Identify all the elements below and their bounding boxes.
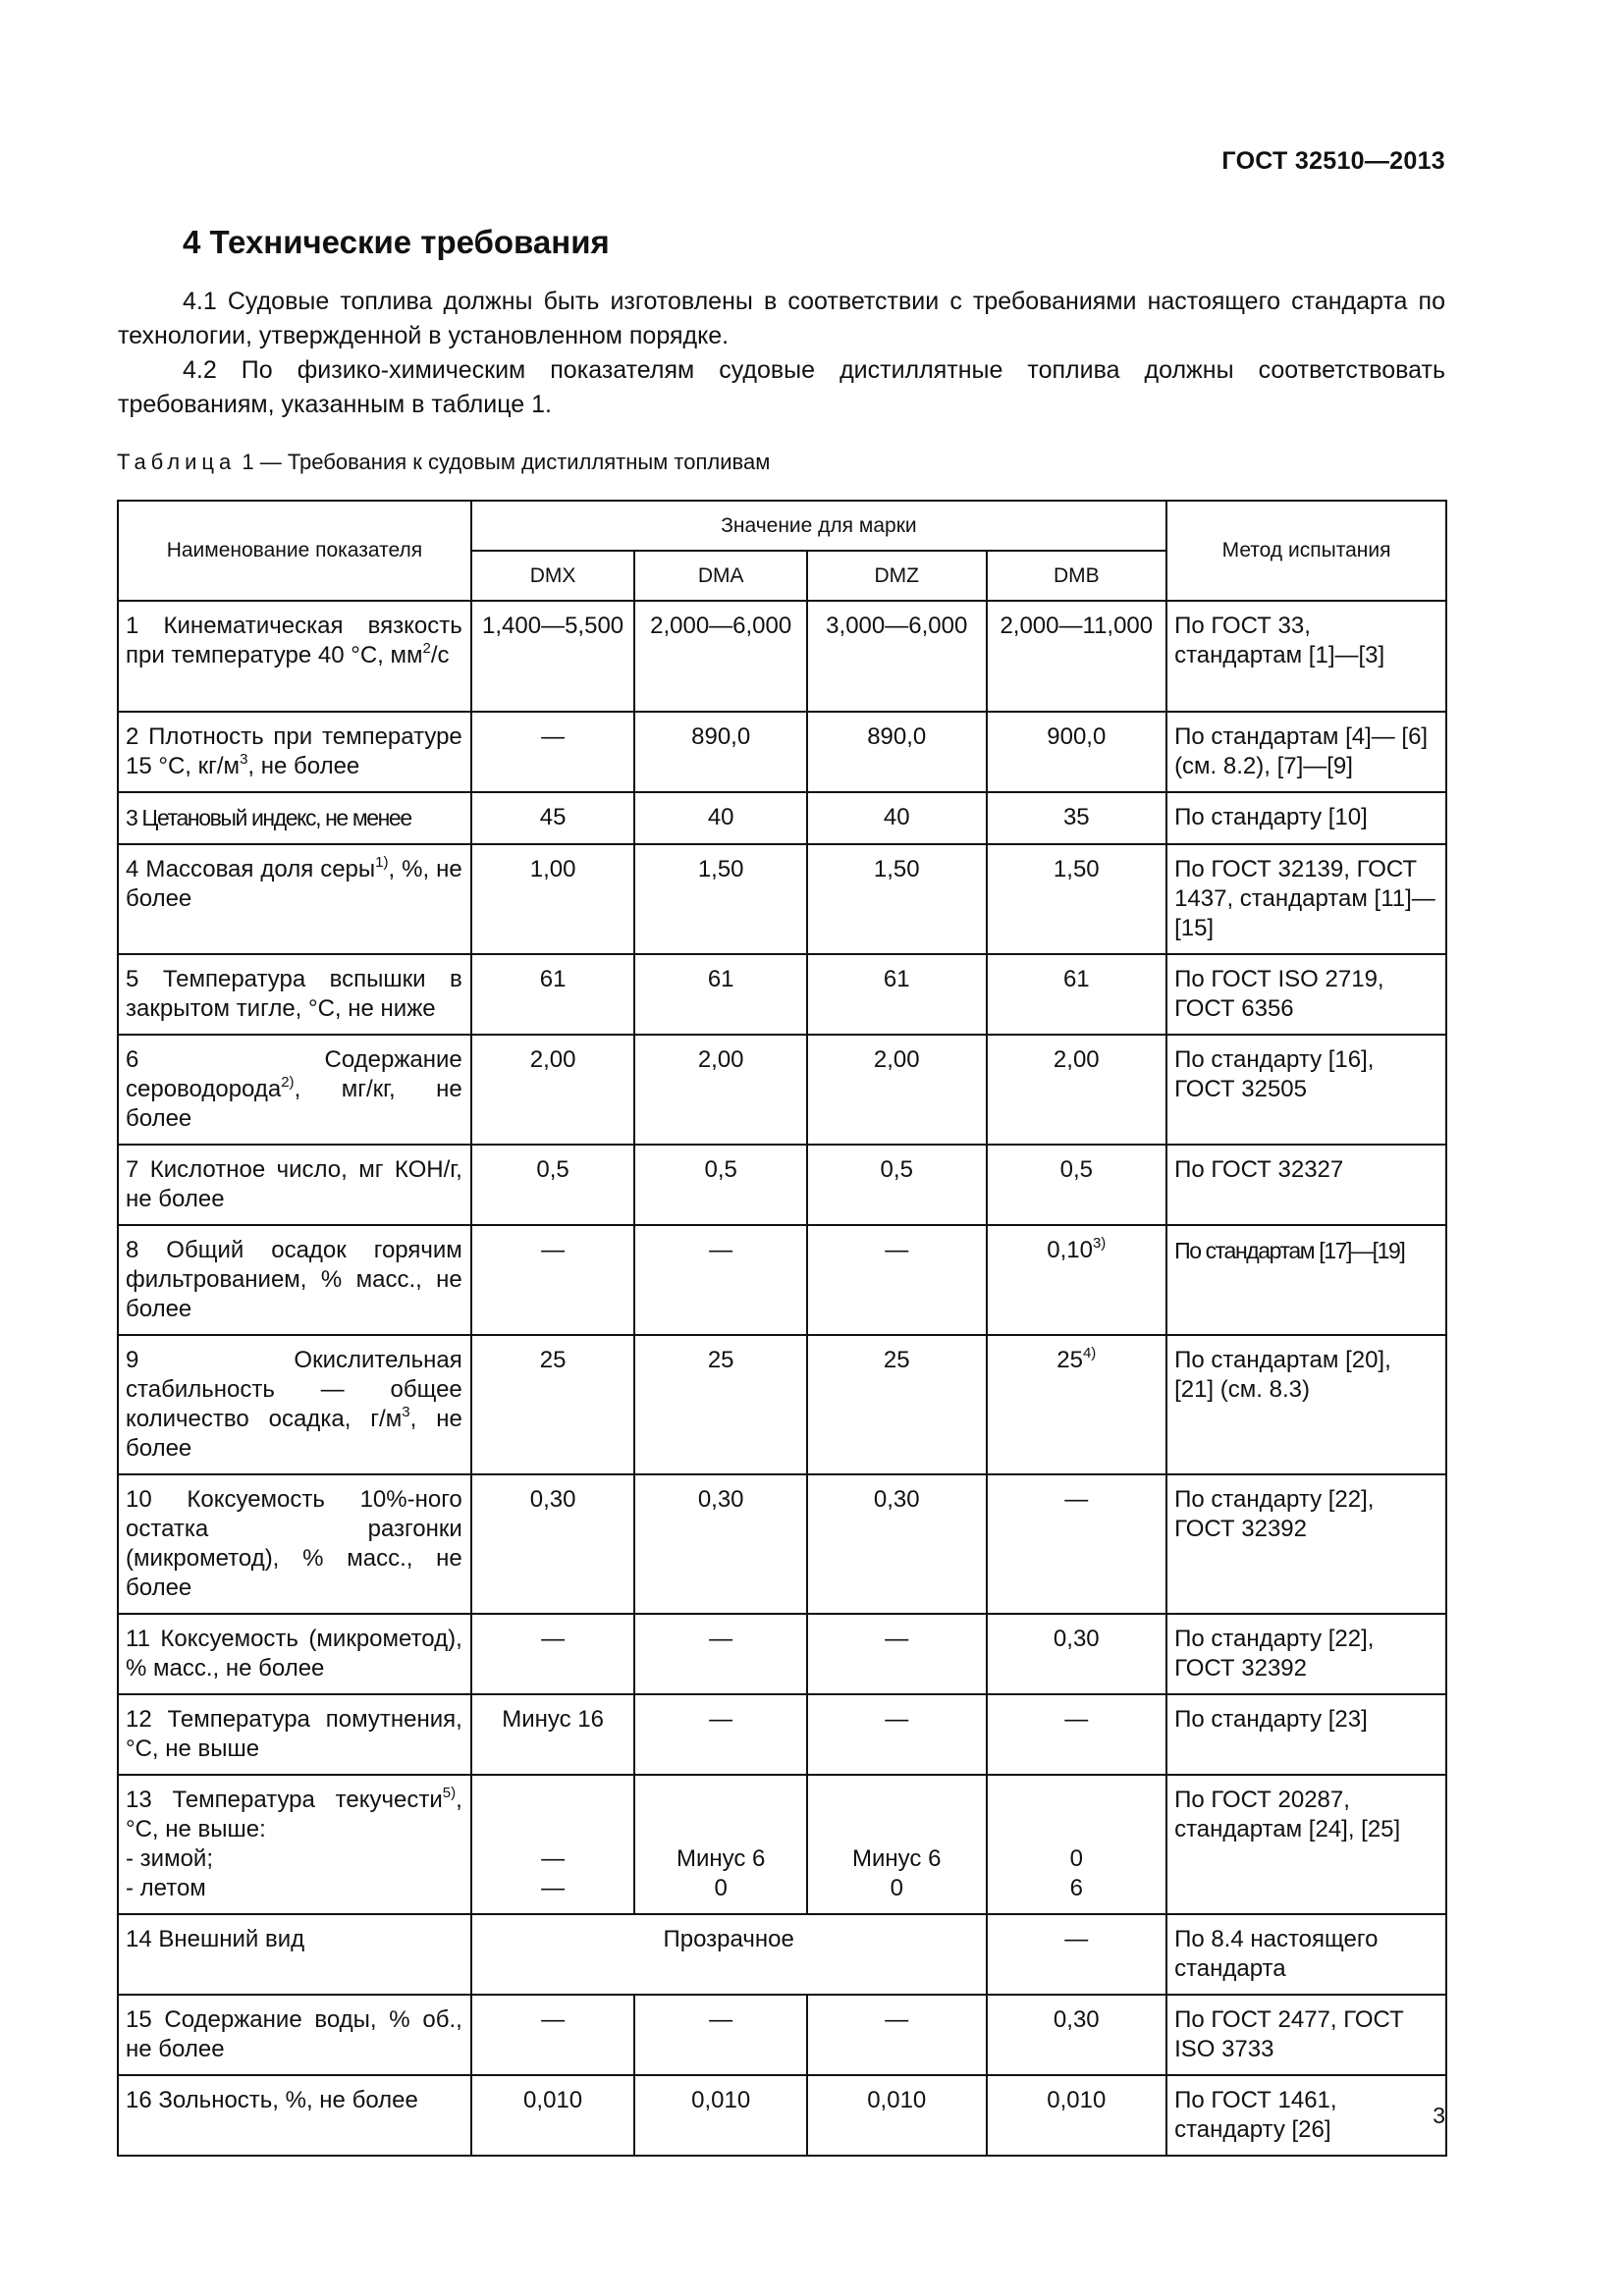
- value-cell: —: [807, 1614, 987, 1694]
- method-cell: По ГОСТ 1461, стандарту [26]: [1166, 2075, 1446, 2156]
- col-header-grade: DMZ: [807, 551, 987, 601]
- value-cell: Минус 6 0: [807, 1775, 987, 1914]
- method-cell: По стандартам [17]—[19]: [1166, 1225, 1446, 1335]
- value-cell: Минус 6 0: [634, 1775, 807, 1914]
- value-cell: —: [471, 1225, 635, 1335]
- paragraph-4-2: 4.2 По физико-химическим показателям судовые дистиллятные топлива должны соответствовать требованиям, указанным в таблице 1.: [118, 356, 1445, 418]
- table-header-row: [118, 501, 1446, 551]
- param-name: 11 Коксуемость (микрометод), % масс., не более: [118, 1614, 471, 1694]
- param-name: 6 Содержание сероводорода$^{2)}$, мг/кг, не более: [118, 1035, 471, 1145]
- value-cell: 0,010: [807, 2075, 987, 2156]
- param-name: 7 Кислотное число, мг КОН/г, не более: [118, 1145, 471, 1225]
- col-header-name: Наименование показателя: [118, 501, 471, 601]
- value-cell: —: [634, 1614, 807, 1694]
- value-cell: 0,5: [807, 1145, 987, 1225]
- col-header-grade: DMB: [987, 551, 1167, 601]
- value-cell: 890,0: [634, 712, 807, 792]
- value-cell: 40: [634, 792, 807, 844]
- param-name: 1 Кинематическая вязкость при температуре 40 °С, $мм^2/с$: [118, 601, 471, 712]
- value-cell: 61: [471, 954, 635, 1035]
- value-cell: —: [807, 1995, 987, 2075]
- value-cell: 61: [807, 954, 987, 1035]
- value-cell: 0,010: [987, 2075, 1167, 2156]
- value-cell: 2,000—6,000: [634, 601, 807, 712]
- param-name: 8 Общий осадок горячим фильтрованием, % масс., не более: [118, 1225, 471, 1335]
- value-cell: 35: [987, 792, 1167, 844]
- value-cell: —: [634, 1225, 807, 1335]
- table-row: [118, 1995, 1446, 2075]
- value-cell-merged: Прозрачное: [471, 1914, 987, 1995]
- method-cell: По стандарту [23]: [1166, 1694, 1446, 1775]
- section-title: 4 Технические требования: [183, 224, 610, 260]
- value-cell: —: [634, 1995, 807, 2075]
- value-cell: 1,400—5,500: [471, 601, 635, 712]
- value-cell: Минус 16: [471, 1694, 635, 1775]
- value-cell: 3,000—6,000: [807, 601, 987, 712]
- value-cell: 2,00: [471, 1035, 635, 1145]
- method-cell: По стандарту [16], ГОСТ 32505: [1166, 1035, 1446, 1145]
- value-cell: 2,00: [807, 1035, 987, 1145]
- method-cell: По стандарту [22], ГОСТ 32392: [1166, 1614, 1446, 1694]
- table-row: [118, 1474, 1446, 1614]
- method-cell: По 8.4 настоящего стандарта: [1166, 1914, 1446, 1995]
- value-cell: 25: [471, 1335, 635, 1474]
- value-cell: 2,00: [987, 1035, 1167, 1145]
- value-cell: —: [634, 1694, 807, 1775]
- method-cell: По стандартам [4]— [6] (см. 8.2), [7]—[9]: [1166, 712, 1446, 792]
- param-name: 3 Цетановый индекс, не менее: [118, 792, 471, 844]
- param-name: 15 Содержание воды, % об., не более: [118, 1995, 471, 2075]
- method-cell: По стандартам [20], [21] (см. 8.3): [1166, 1335, 1446, 1474]
- value-cell: —: [987, 1474, 1167, 1614]
- value-cell: 0,30: [987, 1614, 1167, 1694]
- season-summer-label: - летом: [126, 1875, 206, 1901]
- table-row: [118, 954, 1446, 1035]
- table-row: [118, 1614, 1446, 1694]
- value-cell: 25$^{4)}$: [987, 1335, 1167, 1474]
- value-cell: 890,0: [807, 712, 987, 792]
- method-cell: По ГОСТ 33, стандартам [1]—[3]: [1166, 601, 1446, 712]
- standard-id: ГОСТ 32510—2013: [1221, 147, 1445, 175]
- table-row: [118, 792, 1446, 844]
- table-row: [118, 1335, 1446, 1474]
- value-cell: 0,010: [634, 2075, 807, 2156]
- value-cell: 0,010: [471, 2075, 635, 2156]
- value-cell: —: [807, 1225, 987, 1335]
- season-winter-label: - зимой;: [126, 1845, 213, 1872]
- value-cell: —: [471, 712, 635, 792]
- table-row: [118, 601, 1446, 712]
- table-row: [118, 1775, 1446, 1914]
- param-name: 9 Окислительная стабильность — общее количество осадка, $г/м^3$, не более: [118, 1335, 471, 1474]
- table-row: [118, 844, 1446, 954]
- table-row: [118, 1914, 1446, 1995]
- value-cell: —: [807, 1694, 987, 1775]
- param-name: 4 Массовая доля серы$^{1)}$, %, не более: [118, 844, 471, 954]
- param-name: 16 Зольность, %, не более: [118, 2075, 471, 2156]
- table-row: [118, 1694, 1446, 1775]
- method-cell: По ГОСТ 2477, ГОСТ ISO 3733: [1166, 1995, 1446, 2075]
- value-cell: 2,00: [634, 1035, 807, 1145]
- method-cell: По стандарту [10]: [1166, 792, 1446, 844]
- value-cell: 61: [634, 954, 807, 1035]
- requirements-table: [117, 500, 1447, 2157]
- col-header-method: Метод испытания: [1166, 501, 1446, 601]
- table-caption-label: Таблица: [117, 450, 237, 474]
- value-cell: 0,5: [471, 1145, 635, 1225]
- col-header-grade: DMA: [634, 551, 807, 601]
- value-cell: 1,50: [807, 844, 987, 954]
- value-cell: 61: [987, 954, 1167, 1035]
- param-name: 10 Коксуемость 10%-ного остатка разгонки (микрометод), % масс., не более: [118, 1474, 471, 1614]
- value-cell: 45: [471, 792, 635, 844]
- method-cell: По ГОСТ 20287, стандартам [24], [25]: [1166, 1775, 1446, 1914]
- param-name: 12 Температура помутнения, °С, не выше: [118, 1694, 471, 1775]
- table-caption: [117, 450, 770, 475]
- value-cell: —: [471, 1995, 635, 2075]
- value-cell: 0,5: [987, 1145, 1167, 1225]
- value-cell: —: [987, 1694, 1167, 1775]
- value-cell: 1,00: [471, 844, 635, 954]
- value-cell: 0,10$^{3)}$: [987, 1225, 1167, 1335]
- table-row: [118, 1035, 1446, 1145]
- param-name: 2 Плотность при температуре 15 °С, $кг/м^3$, не более: [118, 712, 471, 792]
- value-cell: 40: [807, 792, 987, 844]
- method-cell: По ГОСТ ISO 2719, ГОСТ 6356: [1166, 954, 1446, 1035]
- section-body: [118, 285, 1445, 422]
- method-cell: По ГОСТ 32139, ГОСТ 1437, стандартам [11]—[15]: [1166, 844, 1446, 954]
- value-cell: 0,30: [807, 1474, 987, 1614]
- table-row: [118, 712, 1446, 792]
- value-cell: 0,30: [987, 1995, 1167, 2075]
- param-name: 14 Внешний вид: [118, 1914, 471, 1995]
- table-caption-text: 1 — Требования к судовым дистиллятным топливам: [242, 450, 771, 474]
- value-cell: 1,50: [634, 844, 807, 954]
- value-cell: 25: [807, 1335, 987, 1474]
- value-cell: 25: [634, 1335, 807, 1474]
- paragraph-4-1: 4.1 Судовые топлива должны быть изготовлены в соответствии с требованиями настоящего стандарта по технологии, утвержденной в установленном порядке.: [118, 288, 1445, 349]
- param-name: 5 Температура вспышки в закрытом тигле, °С, не ниже: [118, 954, 471, 1035]
- value-cell: —: [471, 1614, 635, 1694]
- table-row: [118, 2075, 1446, 2156]
- table-row: [118, 1225, 1446, 1335]
- table-row: [118, 1145, 1446, 1225]
- value-cell: 0,30: [634, 1474, 807, 1614]
- value-cell: 2,000—11,000: [987, 601, 1167, 712]
- value-cell: 0 6: [987, 1775, 1167, 1914]
- value-cell: 0,5: [634, 1145, 807, 1225]
- param-name: 13 Температура текучести$^{5)}$, °С, не выше: - зимой; - летом: [118, 1775, 471, 1914]
- value-cell: 900,0: [987, 712, 1167, 792]
- value-cell: — —: [471, 1775, 635, 1914]
- method-cell: По стандарту [22], ГОСТ 32392: [1166, 1474, 1446, 1614]
- value-cell: 0,30: [471, 1474, 635, 1614]
- col-header-value-group: Значение для марки: [471, 501, 1166, 551]
- value-cell: —: [987, 1914, 1167, 1995]
- value-cell: 1,50: [987, 844, 1167, 954]
- method-cell: По ГОСТ 32327: [1166, 1145, 1446, 1225]
- page-number: 3: [1433, 2103, 1445, 2128]
- col-header-grade: DMX: [471, 551, 635, 601]
